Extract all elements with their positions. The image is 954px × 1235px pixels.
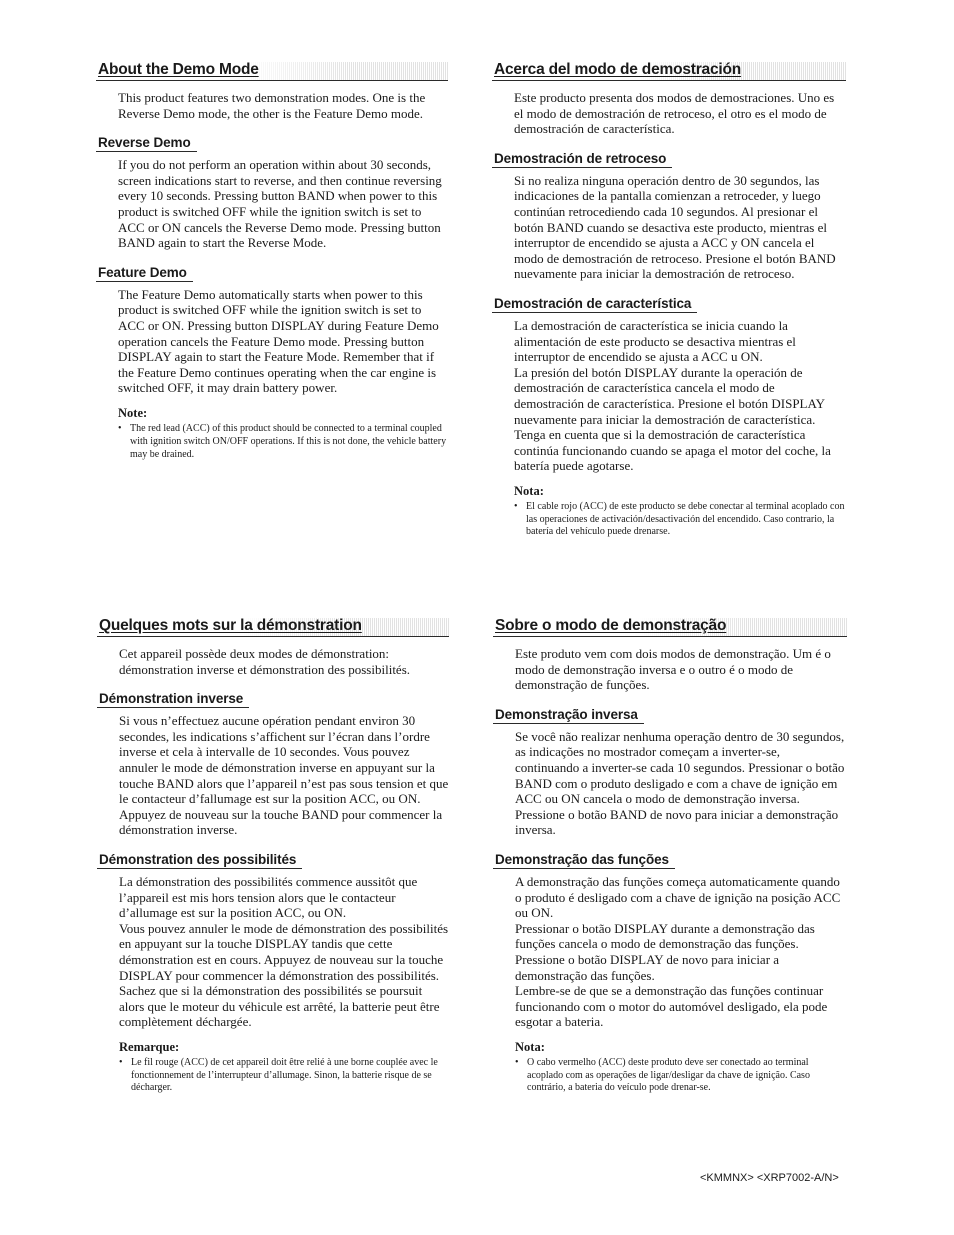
note-label: Remarque: <box>119 1039 180 1054</box>
note-label: Nota: <box>515 1039 545 1054</box>
reverse-demo-text: Si no realiza ninguna operación dentro de 30 segundos, las indicaciones de la pantalla comienzan a retroceder, y luego continúan retrocediendo cada 10 segundos. Al presionar el botón BAND cuando se desactiva este producto, mientras el interruptor de encendido se ajusta a ACC y ON cancela el modo de demostración de retroceso. Presione el botón BAND nuevamente para iniciar la demostración de retroceso. <box>514 172 836 282</box>
page-code: <KMMNX> <XRP7002-A/N> <box>700 1172 839 1184</box>
note-text: • The red lead (ACC) of this product should be connected to a terminal coupled with ignition switch ON/OFF operations. If this is not done, the vehicle battery may be drained. <box>118 423 448 461</box>
section-portuguese <box>493 614 847 1095</box>
intro-text: This product features two demonstration modes. One is the Reverse Demo mode, the other is the Feature Demo mode. <box>118 90 426 121</box>
subheading-feature-demo: Démonstration des possibilités <box>97 852 302 869</box>
note-label: Nota: <box>514 483 544 498</box>
intro-text: Este producto presenta dos modos de demostraciones. Uno es el modo de demostración de retroceso, el otro es el modo de demostración de característica. <box>514 90 835 137</box>
section-title: Acerca del modo de demostración <box>494 61 742 78</box>
subheading-feature-demo: Feature Demo <box>96 265 193 282</box>
note-text: • O cabo vermelho (ACC) deste produto deve ser conectado ao terminal acoplado com as operações de ligar/desligar da chave de ignição. Caso contrário, a bateria do veículo pode drenar-se. <box>515 1057 847 1095</box>
section-title: About the Demo Mode <box>98 61 259 78</box>
reverse-demo-text: If you do not perform an operation within about 30 seconds, screen indications start to reverse, and then continue reversing every 10 seconds. Pressing button BAND when power to this product is switched OFF while the ignition switch is set to ACC or ON cancels the Reverse Demo mode. Pressing button BAND again to start the Reverse Mode. <box>118 157 442 251</box>
section-title-bar <box>492 58 846 81</box>
feature-demo-text: La démonstration des possibilités commence aussitôt que l’appareil est mis hors tension alors que le contacteur d’allumage est sur la position ACC, ou ON. Vous pouvez annuler le mode de démonstration des possibilités en appuyant sur la touche DISPLAY tandis que cette démonstration est en cours. Appuyez de nouveau sur la touche DISPLAY pour commencer la démonstration des possibilités. Sachez que si la démonstration des possibilités se poursuit alors que le moteur du véhicule est arrêté, la batterie peut être complètement déchargée. <box>119 873 449 1030</box>
subheading-feature-demo: Demostración de característica <box>492 296 697 313</box>
subheading-feature-demo: Demonstração das funções <box>493 852 675 869</box>
section-french <box>97 614 449 1095</box>
subheading-reverse-demo: Reverse Demo <box>96 135 197 152</box>
intro-text: Cet appareil possède deux modes de démonstration: démonstration inverse et démonstration des possibilités. <box>119 646 411 677</box>
reverse-demo-text: Se você não realizar nenhuma operação dentro de 30 segundos, as indicações no mostrador começam a inverter-se, continuando a inverter-se cada 10 segundos. Pressionar o botão BAND com o produto desligado e com a chave de ignição em ACC ou ON cancela o modo de demonstração inversa. Pressione o botão BAND de novo para iniciar a demonstração inversa. <box>515 728 845 838</box>
feature-demo-text: La demostración de característica se inicia cuando la alimentación de este producto se desactiva mientras el interruptor de encendido se ajusta a ACC u ON. La presión del botón DISPLAY durante la operación de demostración de característica cancela el modo de demostración de característica. Presione el botón DISPLAY nuevamente para iniciar la demostración de característica. Tenga en cuenta que si la demostración de característica continúa funcionando cuando se apaga el motor del coche, la batería puede agotarse. <box>514 317 831 474</box>
section-title: Quelques mots sur la démonstration <box>99 617 362 634</box>
note-text: • Le fil rouge (ACC) de cet appareil doit être relié à une borne couplée avec le fonctionnement de l’interrupteur d’allumage. Sinon, la batterie risque de se décharger. <box>119 1057 449 1095</box>
subheading-reverse-demo: Demonstração inversa <box>493 707 644 724</box>
section-english <box>96 58 448 461</box>
note-label: Note: <box>118 405 148 420</box>
note-text: • El cable rojo (ACC) de este producto se debe conectar al terminal acoplado con las operaciones de activación/desactivación del encendido. Caso contrario, la batería del vehículo puede drenarse. <box>514 501 846 539</box>
feature-demo-text: The Feature Demo automatically starts when power to this product is switched OFF while the ignition switch is set to ACC or ON. Pressing button DISPLAY during Feature Demo operation cancels the Feature Demo mode. Pressing button DISPLAY again to start the Feature Mode. Remember that if the Feature Demo continues operating when the car engine is switched OFF, it may drain battery power. <box>118 286 439 396</box>
section-title: Sobre o modo de demonstração <box>495 617 727 634</box>
section-title-bar <box>96 58 448 81</box>
section-title-bar <box>493 614 847 637</box>
intro-text: Este produto vem com dois modos de demonstração. Um é o modo de demonstração inversa e o outro é o modo de demonstração de funções. <box>515 646 831 693</box>
subheading-reverse-demo: Demostración de retroceso <box>492 151 672 168</box>
section-title-bar <box>97 614 449 637</box>
feature-demo-text: A demonstração das funções começa automaticamente quando o produto é desligado com a chave de ignição na posição ACC ou ON. Pressionar o botão DISPLAY durante a demonstração das funções cancela o modo de demonstração das funções. Pressione o botão DISPLAY de novo para iniciar a demonstração das funções. Lembre-se de que se a demonstração das funções continuar funcionando com o motor do automóvel desligado, ela pode esgotar a bateria. <box>515 873 841 1030</box>
reverse-demo-text: Si vous n’effectuez aucune opération pendant environ 30 secondes, les indications s’affichent sur l’écran dans l’ordre inverse et cela à intervalle de 10 secondes. Vous pouvez annuler le mode de démonstration inverse en appuyant sur la touche BAND alors que l’appareil n’est pas sous tension et que le contacteur d’fallumage est sur la position ACC, ou ON. Appuyez de nouveau sur la touche BAND pour commencer la démonstration inverse. <box>119 713 449 838</box>
subheading-reverse-demo: Démonstration inverse <box>97 691 249 708</box>
section-spanish <box>492 58 846 539</box>
